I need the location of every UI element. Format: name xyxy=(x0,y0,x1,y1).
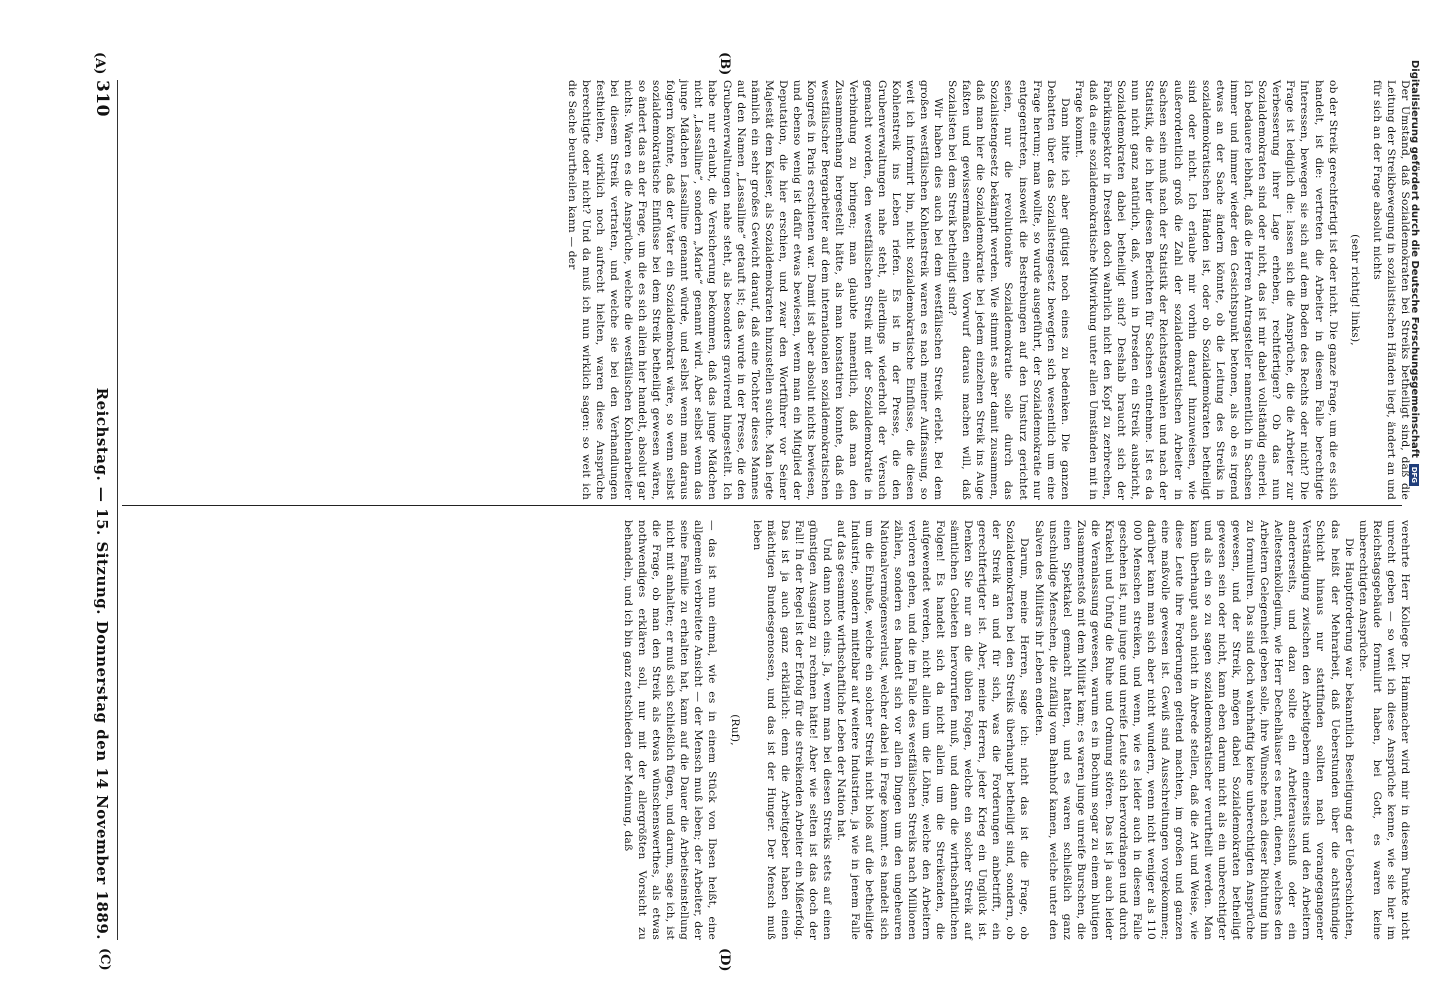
right-paragraph: Darum, meine Herren, sage ich: nicht das ist die Frage, ob Sozialdemokraten bei den Streiks überhaupt betheiligt sind, sondern, ob der Streik an und für sich, was die Forderungen anbetrifft, ein gerechtfertigter ist. Aber, meine Herren, jeder Krieg ein Unglück ist. Denken Sie nur an die üblen Folgen, welche ein solcher Streik auf sämtlichen Gebieten hervorrufen muß, und dann die wirthschaftlichen Folgen! Es handelt sich da nicht allein um die Streikenden, die aufgewendet werden, nicht allein um die Löhne, welche den Arbeitern verloren gehen, und die im Falle des westfälischen Streiks nach Millionen zählen, sondern es handelt sich vor allen Dingen um den ungeheuren Nationalvermögensverlust, welcher dabei in Frage kommt. es handelt sich um die Einbuße, welche ein solcher Streik nicht bloß auf die betheiligte Industrie, sondern mittelbar auf weitere Industrien, ja wie in jenem Falle auf das gesammte wirthschaftliche Leben der Nation hat. xyxy=(835,520,1031,940)
left-column xyxy=(122,80,1412,500)
page-title: Reichstag. — 15. Sitzung. Donnerstag den 14 November 1889. xyxy=(93,387,111,940)
left-paragraph: Dann bitte ich aber gütigst noch eines zu bedenken. Die ganzen Debatten über das Sozialistengesetz bewegten sich wesentlich um eine Frage herum; man wollte, so wurde ausgeführt, der Sozialdemokratie nur entgegentreten, insoweit die Bestrebungen auf den Umsturz gerichtet seien, nur die revolutionäre Sozialdemokratie solle durch das Sozialistengesetz bekämpft werden. Wie stimmt es aber damit zusammen, daß man hier die Sozialdemokratie bei jedem einzelnen Streik ins Auge faßten und gewissermaßen einen Vorwurf daraus machen will, daß Sozialisten bei dem Streik betheiligt sind? xyxy=(946,80,1071,500)
right-paragraph: verehrte Herr Kollege Dr. Hammacher wird mir in diesem Punkte nicht unrecht geben — so weit ich diese Ansprüche kenne, wie sie hier im Reichstagsgebäude formulirt haben, bei Gott, es waren keine unberechtigten Ansprüche. xyxy=(1356,520,1411,940)
column-divider xyxy=(122,505,1402,506)
header-rule xyxy=(117,80,118,940)
left-paragraph: ob der Streik gerechtfertigt ist oder nicht. Die ganze Frage, um die es sich handelt, ist die: vertreten die Arbeiter in diesem Falle berechtigte Interessen, bewegen sie sich auf dem Boden des Rechts oder nicht? Die Frage ist lediglich die: lassen sich die Ansprüche, die die Arbeiter zur Verbesserung ihrer Lage erheben, rechtfertigen? Ob das nun Sozialdemokraten sind oder nicht, das ist mir dabei vollständig einerlei. Ich bedauere lebhaft, daß die Herren Antragsteller namentlich in Sachsen immer und immer wieder den Gesichtspunkt betonen, als ob es irgend etwas an der Sache ändern könnte, ob die Leitung des Streiks in sozialdemokratischen Händen ist, oder ob Sozialdemokraten betheiligt sind oder nicht. Ich erlaube mir vorhin darauf hinzuweisen, wie außerordentlich groß die Zahl der sozialdemokratischen Arbeiter in Sachsen sein muß nach der Statistik der Reichstagswahlen und nach der Statistik, die ich hier diesen Berichten für Sachsen entnehme. Ist es da nun nicht ganz natürlich, daß, wenn in Dresden ein Streik ausbricht, Sozialdemokraten dabei betheiligt sind? Deshalb braucht sich der Fabrikinspektor in Dresden doch wahrlich nicht den Kopf zu zerbrechen, daß da eine sozialdemokratische Mitwirkung unter allen Umständen mit in Frage kommt. xyxy=(1072,80,1339,500)
left-paragraph-interjection: (sehr richtig! links), xyxy=(1348,234,1361,346)
right-paragraph: — das ist nun einmal, wie es in einem Stück von Ibsen heißt, eine allgemein verbreitete Ansicht — der Mensch muß leben; der Arbeiter, der seine Familie zu erhalten hat, kann auf die Dauer die Arbeitseinstellung nicht mit anhalten; er muß sich schließlich fügen, und darum, sage ich, ist die Frage, ob man den Streik als etwas wünschenswerthes, als etwas nothwendiges erklären soll, nur mit der allergrößten Vorsicht zu behandeln, und ich bin ganz entschieden der Meinung, daß xyxy=(621,520,719,940)
margin-mark-c: (C) xyxy=(97,948,112,971)
margin-mark-b: (B) xyxy=(717,52,732,76)
page-number: 310 xyxy=(92,80,112,117)
dfg-logo-icon: DFG xyxy=(1410,464,1420,486)
left-paragraph: Der Umstand, daß Sozialdemokraten bei Streiks betheiligt sind, daß die Leitung der Streikbewegung in sozialistischen Händen liegt, ändert an und für sich an der Frage absolut nichts xyxy=(1370,80,1411,500)
page-header xyxy=(90,80,114,940)
right-paragraph-interjection: (Ruf), xyxy=(728,714,741,746)
credit-text: Digitalisierung gefördert durch die Deutsche Forschungsgemeinschaft xyxy=(1409,60,1420,458)
right-paragraph: Die Hauptforderung war bekanntlich Beseitigung der Ueberschichten, das heißt der Mehrarbeit, daß Ueberstunden über die achtstündige Schicht hinaus nur stattfinden sollten nach vorangegangener Verständigung zwischen den Arbeitgebern einerseits und den Arbeitern andererseits, und dazu sollte ein Arbeiterausschuß oder ein Aeltestenkollegium, wie Herr Dechelhäuser es nennt, dienen, welches den Arbeitern Gelegenheit geben solle, ihre Wünsche nach dieser Richtung hin zu formuliren. Das sind doch wahrhaftig keine unberechtigten Ansprüche gewesen, und der Streik, mögen dabei Sozialdemokraten betheiligt gewesen sein oder nicht, kann eben darum nicht als ein unberechtigter und als ein so zu sagen sozialdemokratischer verurtheilt werden. Man kann überhaupt auch nicht in Abrede stellen, daß die Art und Weise, wie diese Leute ihre Forderungen geltend machten, im großen und ganzen eine maßvolle gewesen ist. Gewiß sind Ausschreitungen vorgekommen; darüber kann man sich aber nicht wundern, wenn nicht weniger als 110 000 Menschen streiken, und wenn, wie es leider auch in diesem Falle geschehen ist, nun junge und unreife Leute sich hervordrängen und durch Krakehl und Unfug die Ruhe und Ordnung stören. Das ist ja auch leider die Veranlassung gewesen, warum es in Bochum sogar zu einem blutigen Zusammenstoß mit dem Militär kam; es waren junge unreife Burschen, die einen Spektakel gemacht hatten, und es waren schließlich ganz unschuldige Menschen, die zufällig vom Bahnhof kamen, welche unter den Salven des Militärs ihr Leben endeten. xyxy=(1032,520,1355,940)
right-column xyxy=(122,520,1412,940)
margin-mark-d: (D) xyxy=(717,948,732,972)
right-paragraph: Und dann noch eins. Ja, wenn man bei diesen Streiks stets auf einen günstigen Ausgang zu rechnen hätte! Aber wie selten ist das doch der Fall! In der Regel ist der Erfolg für die streikenden Arbeiter ein Mißerfolg. Das ist ja auch ganz erklärlich: denn die Arbeitgeber haben einen mächtigen Bundesgenossen, und das ist der Hunger. Der Mensch muß leben xyxy=(750,520,834,940)
left-paragraph: Wir haben dies auch bei dem westfälischen Streik erlebt. Bei dem großen westfälischen Kohlenstreik waren es nach meiner Auffassung, so weit ich informirt bin, nicht sozialdemokratische Einflüsse, die diesen Kohlenstreik ins Leben riefen. Es ist in der Presse, die den Grubenverwaltungen nahe steht, allerdings wiederholt der Versuch gemacht worden, den westfälischen Streik mit der Sozialdemokratie in Verbindung zu bringen; man glaubte namentlich, daß man den Zusammenhang hergestellt hätte, als man konstatiren konnte, daß ein westfälischer Bergarbeiter auf dem internationalen sozialdemokratischen Kongreß in Paris erschienen war. Damit ist aber absolut nichts bewiesen, und ebenso wenig ist dafür etwas bewiesen, wenn man ein Mitglied der Deputation, die hier erschien, und zwar den Wortführer vor Seiner Majestät dem Kaiser, als Sozialdemokraten hinzustellen suchte. Man legte nämlich ein sehr großes Gewicht darauf, daß eine Tochter dieses Mannes auf den Namen „Lassalline“ getauft ist; das wurde in der Presse, die den Grubenverwaltungen nahe steht, als besonders gravirend hingestellt. Ich habe nur erlaubt, die Versicherung bekommen, daß das junge Mädchen nicht „Lassalline“, sondern „Marie“ genannt wird. Aber selbst wenn das junge Mädchen Lassalline genannt würde, und selbst wenn man daraus folgern könnte, daß der Vater ein Sozialdemokrat wäre, so wenn selbst sozialdemokratische Einflüsse bei dem Streik betheiligt gewesen wären, so ändert das an der Frage, um die es sich allein hier handelt, absolut gar nichts. Waren es die Ansprüche, welche die westfälischen Kohlenarbeiter bei diesem Streik vertraten, und welche sie bei den Verhandlungen festhielten, wirklich noch aufrecht hielten, waren diese Ansprüche berechtigte oder nicht? Und da muß ich nun wirklich sagen: so weit ich die Sache beurtheilen kann — der xyxy=(565,80,944,500)
margin-mark-a: (A) xyxy=(92,52,107,75)
